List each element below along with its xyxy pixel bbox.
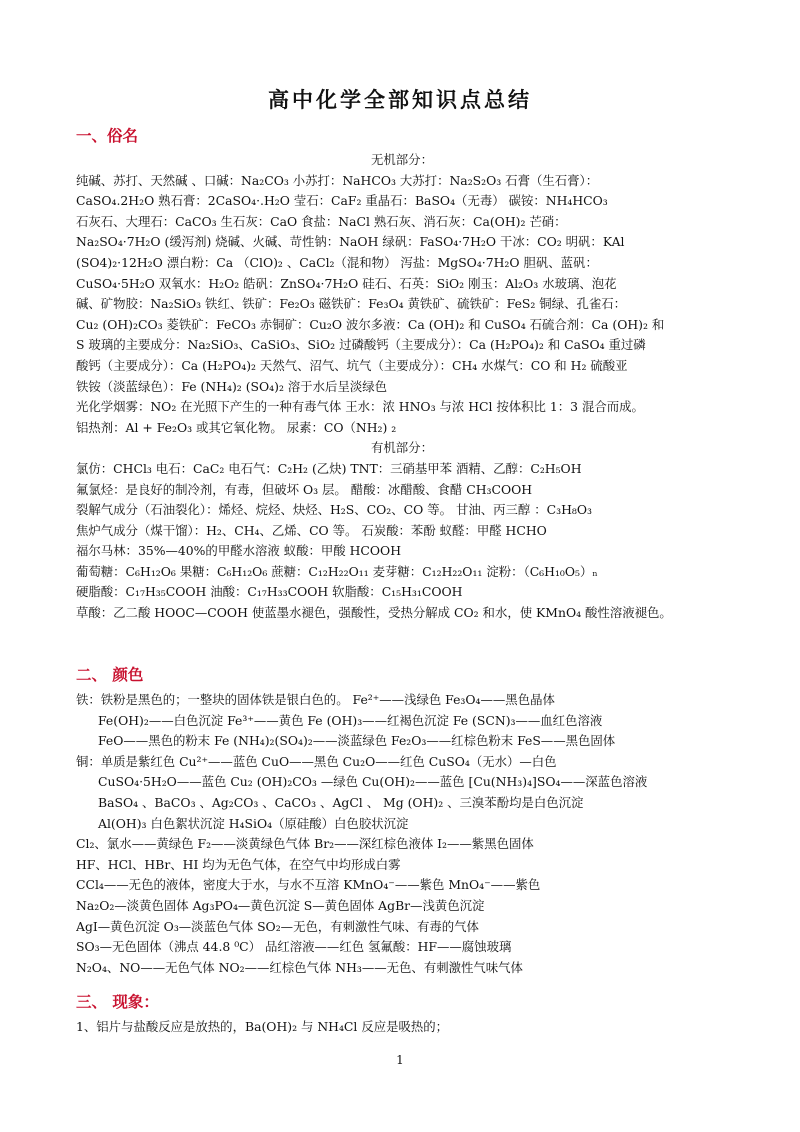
text-line: Na₂SO₄·7H₂O (缓泻剂) 烧碱、火碱、苛性钠：NaOH 绿矾：FaSO₄·7H₂O 干冰：CO₂ 明矾：KAl — [76, 234, 625, 250]
text-line: Al(OH)₃ 白色絮状沉淀 H₄SiO₄（原硅酸）白色胶状沉淀 — [98, 815, 409, 831]
section-heading-phenomena: 三、 现象： — [76, 993, 159, 1011]
text-line: 硬脂酸：C₁₇H₃₅COOH 油酸：C₁₇H₃₃COOH 软脂酸：C₁₅H₃₁COOH — [76, 584, 463, 600]
text-line: (SO4)₂·12H₂O 漂白粉：Ca （ClO)₂ 、CaCl₂（混和物） 泻盐：MgSO₄·7H₂O 胆矾、蓝矾： — [76, 254, 598, 270]
text-line: 石灰石、大理石：CaCO₃ 生石灰：CaO 食盐：NaCl 熟石灰、消石灰：Ca(OH)₂ 芒硝： — [76, 213, 567, 229]
section-body-colors — [76, 690, 728, 978]
text-line: 铁：铁粉是黑色的；一整块的固体铁是银白色的。 Fe²⁺——浅绿色 Fe₃O₄——黑色晶体 — [76, 692, 555, 707]
text-line: 福尔马林：35%—40%的甲醛水溶液 蚁酸：甲酸 HCOOH — [76, 543, 402, 559]
text-line: 光化学烟雾：NO₂ 在光照下产生的一种有毒气体 王水：浓 HNO₃ 与浓 HCl 按体积比 1：3 混合而成。 — [76, 399, 644, 415]
text-line: Cu₂ (OH)₂CO₃ 菱铁矿：FeCO₃ 赤铜矿：Cu₂O 波尔多液：Ca (OH)₂ 和 CuSO₄ 石硫合剂：Ca (OH)₂ 和 — [76, 316, 665, 332]
text-line: CuSO₄·5H₂O 双氧水：H₂O₂ 皓矾：ZnSO₄·7H₂O 硅石、石英：SiO₂ 刚玉：Al₂O₃ 水玻璃、泡花 — [76, 275, 617, 291]
text-line: 1、铝片与盐酸反应是放热的，Ba(OH)₂ 与 NH₄Cl 反应是吸热的； — [76, 1019, 449, 1034]
text-line: BaSO₄ 、BaCO₃ 、Ag₂CO₃ 、CaCO₃ 、AgCl 、 Mg (OH)₂ 、三溴苯酚均是白色沉淀 — [98, 794, 584, 810]
text-line: Cl₂、氯水——黄绿色 F₂——淡黄绿色气体 Br₂——深红棕色液体 I₂——紫黑色固体 — [76, 836, 534, 852]
text-line: 铝热剂：Al + Fe₂O₃ 或其它氧化物。 尿素：CO（NH₂) ₂ — [76, 419, 397, 435]
page-number: 1 — [396, 1053, 404, 1067]
text-line: 铁铵（淡蓝绿色）：Fe (NH₄)₂ (SO₄)₂ 溶于水后呈淡绿色 — [76, 378, 388, 394]
text-line: 葡萄糖：C₆H₁₂O₆ 果糖：C₆H₁₂O₆ 蔗糖：C₁₂H₂₂O₁₁ 麦芽糖：C₁₂H₂₂O₁₁ 淀粉：（C₆H₁₀O₅）ₙ — [76, 563, 598, 579]
text-line: 碱、矿物胶：Na₂SiO₃ 铁红、铁矿：Fe₂O₃ 磁铁矿：Fe₃O₄ 黄铁矿、硫铁矿：FeS₂ 铜绿、孔雀石： — [76, 296, 627, 312]
section-body-names — [76, 150, 728, 624]
section-body-phenomena — [76, 1017, 728, 1038]
section-heading-names: 一、俗名 — [76, 127, 139, 145]
text-line: FeO——黑色的粉末 Fe (NH₄)₂(SO₄)₂——淡蓝绿色 Fe₂O₃——红棕色粉末 FeS——黑色固体 — [98, 733, 616, 749]
text-line: 氟氯烃：是良好的制冷剂，有毒，但破坏 O₃ 层。 醋酸：冰醋酸、食醋 CH₃COOH — [76, 481, 533, 497]
text-line: S 玻璃的主要成分：Na₂SiO₃、CaSiO₃、SiO₂ 过磷酸钙（主要成分）：Ca (H₂PO₄)₂ 和 CaSO₄ 重过磷 — [76, 337, 646, 353]
text-line: N₂O₄、NO——无色气体 NO₂——红棕色气体 NH₃——无色、有刺激性气味气体 — [76, 959, 523, 975]
text-line: CCl₄——无色的液体，密度大于水，与水不互溶 KMnO₄⁻——紫色 MnO₄⁻——紫色 — [76, 877, 541, 893]
text-line: AgI—黄色沉淀 O₃—淡蓝色气体 SO₂—无色，有刺激性气味、有毒的气体 — [76, 918, 479, 934]
text-line: 焦炉气成分（煤干馏）：H₂、CH₄、乙烯、CO 等。 石炭酸：苯酚 蚁醛：甲醛 HCHO — [76, 522, 547, 538]
text-line: 纯碱、苏打、天然碱 、口碱：Na₂CO₃ 小苏打：NaHCO₃ 大苏打：Na₂S₂O₃ 石膏（生石膏）： — [76, 172, 599, 188]
text-line: 无机部分： — [371, 152, 433, 167]
text-line: SO₃—无色固体（沸点 44.8 ⁰C） 品红溶液——红色 氢氟酸：HF——腐蚀玻璃 — [76, 939, 512, 955]
text-line: 草酸：乙二酸 HOOC—COOH 使蓝墨水褪色，强酸性，受热分解成 CO₂ 和水，使 KMnO₄ 酸性溶液褪色。 — [76, 605, 672, 621]
text-line: CaSO₄.2H₂O 熟石膏：2CaSO₄·.H₂O 莹石：CaF₂ 重晶石：BaSO₄（无毒） 碳铵：NH₄HCO₃ — [76, 193, 608, 209]
text-line: 有机部分： — [371, 440, 433, 456]
text-line: 氯仿：CHCl₃ 电石：CaC₂ 电石气：C₂H₂ (乙炔) TNT：三硝基甲苯 酒精、乙醇：C₂H₅OH — [76, 460, 582, 476]
text-line: Na₂O₂—淡黄色固体 Ag₃PO₄—黄色沉淀 S—黄色固体 AgBr—浅黄色沉淀 — [76, 897, 485, 913]
text-line: 酸钙（主要成分）：Ca (H₂PO₄)₂ 天然气、沼气、坑气（主要成分）：CH₄ 水煤气：CO 和 H₂ 硫酸亚 — [76, 357, 628, 373]
text-line: 铜：单质是紫红色 Cu²⁺——蓝色 CuO——黑色 Cu₂O——红色 CuSO₄（无水）—白色 — [76, 753, 557, 769]
text-line: Fe(OH)₂——白色沉淀 Fe³⁺——黄色 Fe (OH)₃——红褐色沉淀 Fe (SCN)₃——血红色溶液 — [98, 712, 603, 728]
text-line: CuSO₄·5H₂O——蓝色 Cu₂ (OH)₂CO₃ —绿色 Cu(OH)₂——蓝色 [Cu(NH₃)₄]SO₄——深蓝色溶液 — [98, 774, 648, 790]
section-heading-colors: 二、 颜色 — [76, 666, 144, 684]
text-line: 裂解气成分（石油裂化）：烯烃、烷烃、炔烃、H₂S、CO₂、CO 等。 甘油、丙三醇 ：C₃H₈O₃ — [76, 502, 592, 518]
document-title: 高中化学全部知识点总结 — [268, 87, 532, 112]
text-line: HF、HCl、HBr、HI 均为无色气体，在空气中均形成白雾 — [76, 856, 401, 872]
